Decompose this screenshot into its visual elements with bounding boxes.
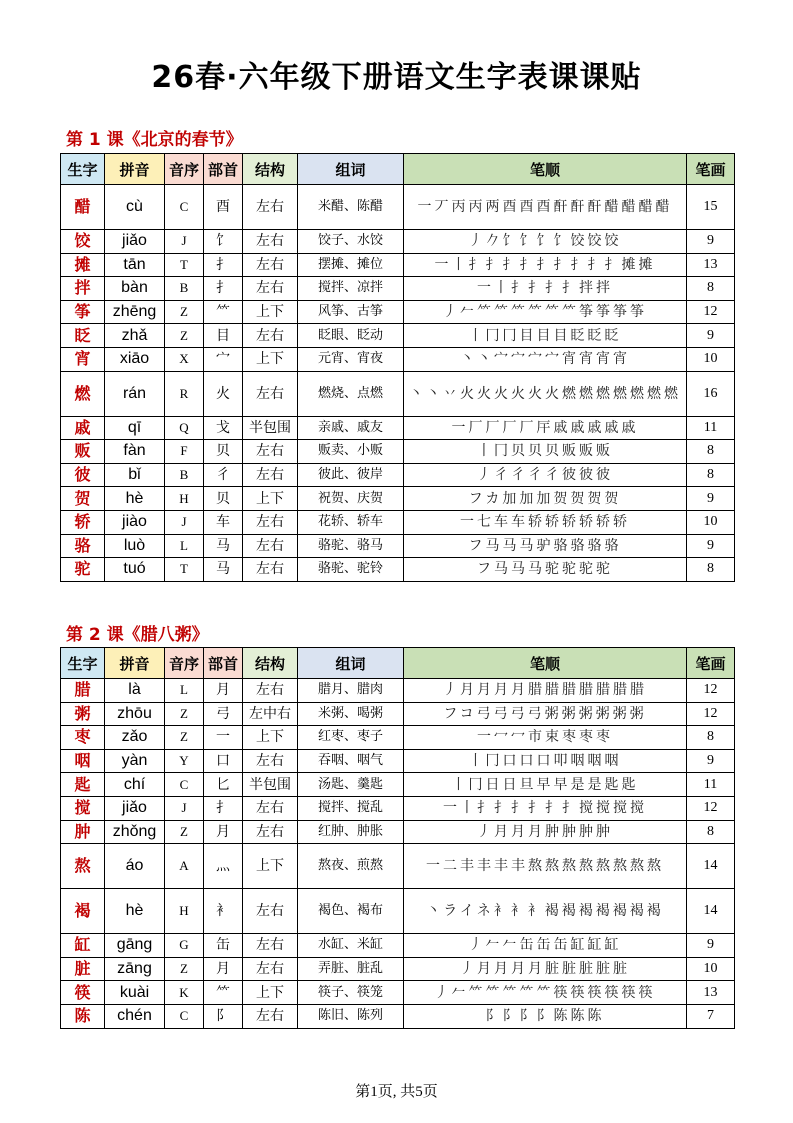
cell-strokes: 丿𠂉𠂉缶缶缶缸缸缸 (404, 934, 687, 958)
cell-radical: 口 (204, 749, 243, 773)
cell-count: 7 (687, 1004, 735, 1028)
cell-count: 13 (687, 253, 735, 277)
cell-strokes: 丶丶丷火火火火火火燃燃燃燃燃燃燃 (404, 371, 687, 416)
cell-order: R (165, 371, 204, 416)
cell-radical: 宀 (204, 347, 243, 371)
cell-order: B (165, 277, 204, 301)
table-row (61, 934, 735, 958)
cell-words: 米粥、喝粥 (298, 702, 404, 726)
cell-count: 11 (687, 416, 735, 440)
cell-order: J (165, 796, 204, 820)
cell-strokes: 丿𠂉⺮⺮⺮⺮⺮筷筷筷筷筷筷 (404, 981, 687, 1005)
cell-char: 贩 (61, 440, 105, 464)
cell-pinyin: zhōu (105, 702, 165, 726)
table-row (61, 510, 735, 534)
cell-radical: 贝 (204, 440, 243, 464)
cell-count: 10 (687, 347, 735, 371)
cell-words: 弄脏、脏乱 (298, 957, 404, 981)
cell-order: Z (165, 324, 204, 348)
cell-structure: 左右 (243, 371, 298, 416)
cell-char: 燃 (61, 371, 105, 416)
cell-strokes: 丶ライネ衤衤衤褐褐褐褐褐褐褐 (404, 889, 687, 934)
cell-words: 褐色、褐布 (298, 889, 404, 934)
cell-pinyin: kuài (105, 981, 165, 1005)
table-row (61, 440, 735, 464)
cell-pinyin: zāng (105, 957, 165, 981)
table-row (61, 230, 735, 254)
cell-strokes: フ马马马驴骆骆骆骆 (404, 534, 687, 558)
cell-strokes: 一丨扌扌扌扌拌拌 (404, 277, 687, 301)
cell-strokes: 丨冂冂目目目眨眨眨 (404, 324, 687, 348)
cell-char: 宵 (61, 347, 105, 371)
cell-count: 14 (687, 889, 735, 934)
table-row (61, 487, 735, 511)
header-structure: 结构 (243, 154, 298, 185)
cell-char: 褐 (61, 889, 105, 934)
cell-radical: 扌 (204, 277, 243, 301)
cell-words: 腊月、腊肉 (298, 679, 404, 703)
cell-count: 16 (687, 371, 735, 416)
cell-strokes: 一丆丙丙两酉酉酉酐酐酐醋醋醋醋 (404, 185, 687, 230)
cell-structure: 左右 (243, 749, 298, 773)
cell-char: 饺 (61, 230, 105, 254)
cell-radical: 月 (204, 820, 243, 844)
cell-words: 搅拌、搅乱 (298, 796, 404, 820)
header-structure: 结构 (243, 648, 298, 679)
cell-char: 摊 (61, 253, 105, 277)
cell-radical: 火 (204, 371, 243, 416)
cell-pinyin: bǐ (105, 463, 165, 487)
cell-strokes: 丿彳彳彳彳彼彼彼 (404, 463, 687, 487)
cell-radical: 缶 (204, 934, 243, 958)
cell-structure: 左右 (243, 679, 298, 703)
cell-char: 筝 (61, 300, 105, 324)
cell-count: 8 (687, 726, 735, 750)
cell-words: 骆驼、驼铃 (298, 558, 404, 582)
cell-strokes: 阝阝阝阝陈陈陈 (404, 1004, 687, 1028)
header-radical: 部首 (204, 648, 243, 679)
cell-radical: 马 (204, 534, 243, 558)
cell-strokes: 丿𠂉⺮⺮⺮⺮⺮⺮筝筝筝筝 (404, 300, 687, 324)
cell-char: 肿 (61, 820, 105, 844)
cell-strokes: フカ加加加贺贺贺贺 (404, 487, 687, 511)
cell-radical: ⺮ (204, 300, 243, 324)
cell-order: C (165, 1004, 204, 1028)
cell-count: 11 (687, 773, 735, 797)
cell-count: 10 (687, 510, 735, 534)
cell-pinyin: zhǒng (105, 820, 165, 844)
cell-structure: 上下 (243, 981, 298, 1005)
table-row (61, 558, 735, 582)
cell-words: 燃烧、点燃 (298, 371, 404, 416)
cell-words: 陈旧、陈列 (298, 1004, 404, 1028)
cell-char: 腊 (61, 679, 105, 703)
cell-order: T (165, 558, 204, 582)
cell-structure: 半包围 (243, 416, 298, 440)
cell-strokes: フ马马马驼驼驼驼 (404, 558, 687, 582)
cell-count: 9 (687, 230, 735, 254)
cell-strokes: 一七车车轿轿轿轿轿轿 (404, 510, 687, 534)
cell-pinyin: yàn (105, 749, 165, 773)
cell-order: Z (165, 957, 204, 981)
cell-strokes: 一厂厂厂厂厈戚戚戚戚戚 (404, 416, 687, 440)
lesson-2-table (60, 647, 735, 1029)
cell-count: 9 (687, 487, 735, 511)
cell-words: 红肿、肿胀 (298, 820, 404, 844)
cell-strokes: 丨冂口口口叩咽咽咽 (404, 749, 687, 773)
cell-strokes: 一丨扌扌扌扌扌扌搅搅搅搅 (404, 796, 687, 820)
cell-structure: 左右 (243, 934, 298, 958)
cell-pinyin: fàn (105, 440, 165, 464)
header-words: 组词 (298, 154, 404, 185)
cell-char: 彼 (61, 463, 105, 487)
header-count: 笔画 (687, 648, 735, 679)
cell-count: 8 (687, 440, 735, 464)
cell-radical: ⺮ (204, 981, 243, 1005)
cell-order: K (165, 981, 204, 1005)
cell-strokes: 丿𠂊饣饣饣饣饺饺饺 (404, 230, 687, 254)
cell-order: L (165, 679, 204, 703)
cell-words: 筷子、筷笼 (298, 981, 404, 1005)
cell-char: 枣 (61, 726, 105, 750)
cell-order: L (165, 534, 204, 558)
cell-structure: 上下 (243, 726, 298, 750)
cell-words: 祝贺、庆贺 (298, 487, 404, 511)
header-order: 音序 (165, 154, 204, 185)
cell-char: 戚 (61, 416, 105, 440)
cell-order: J (165, 510, 204, 534)
cell-char: 贺 (61, 487, 105, 511)
cell-words: 骆驼、骆马 (298, 534, 404, 558)
cell-radical: 扌 (204, 253, 243, 277)
cell-words: 吞咽、咽气 (298, 749, 404, 773)
table-row (61, 324, 735, 348)
cell-structure: 左右 (243, 230, 298, 254)
lesson-1-table (60, 153, 735, 582)
cell-radical: 弓 (204, 702, 243, 726)
cell-pinyin: zǎo (105, 726, 165, 750)
cell-structure: 左右 (243, 510, 298, 534)
cell-structure: 半包围 (243, 773, 298, 797)
cell-words: 风筝、古筝 (298, 300, 404, 324)
cell-char: 筷 (61, 981, 105, 1005)
table-row (61, 1004, 735, 1028)
cell-words: 搅拌、凉拌 (298, 277, 404, 301)
cell-char: 熬 (61, 844, 105, 889)
cell-pinyin: tān (105, 253, 165, 277)
page-footer: 第1页, 共5页 (355, 1084, 438, 1100)
cell-radical: 月 (204, 679, 243, 703)
cell-pinyin: qī (105, 416, 165, 440)
table-row (61, 889, 735, 934)
table-row (61, 749, 735, 773)
cell-strokes: 一丨扌扌扌扌扌扌扌扌扌摊摊 (404, 253, 687, 277)
cell-char: 驼 (61, 558, 105, 582)
cell-words: 元宵、宵夜 (298, 347, 404, 371)
lesson-2-heading: 第 2 课《腊八粥》 (66, 625, 209, 645)
cell-strokes: 丿月月月月腊腊腊腊腊腊腊 (404, 679, 687, 703)
cell-radical: 马 (204, 558, 243, 582)
cell-pinyin: hè (105, 487, 165, 511)
cell-count: 8 (687, 820, 735, 844)
lesson-1-rows (61, 185, 735, 582)
cell-order: J (165, 230, 204, 254)
table-row (61, 371, 735, 416)
cell-structure: 左右 (243, 820, 298, 844)
cell-words: 彼此、彼岸 (298, 463, 404, 487)
table-row (61, 702, 735, 726)
cell-structure: 左右 (243, 253, 298, 277)
cell-radical: 月 (204, 957, 243, 981)
cell-order: Z (165, 820, 204, 844)
cell-order: X (165, 347, 204, 371)
cell-radical: 匕 (204, 773, 243, 797)
cell-char: 骆 (61, 534, 105, 558)
cell-count: 10 (687, 957, 735, 981)
cell-count: 12 (687, 679, 735, 703)
cell-char: 眨 (61, 324, 105, 348)
cell-char: 缸 (61, 934, 105, 958)
cell-pinyin: hè (105, 889, 165, 934)
cell-order: Z (165, 726, 204, 750)
cell-structure: 左右 (243, 534, 298, 558)
cell-structure: 左右 (243, 1004, 298, 1028)
cell-order: A (165, 844, 204, 889)
header-strokes: 笔顺 (404, 154, 687, 185)
cell-radical: 灬 (204, 844, 243, 889)
cell-radical: 车 (204, 510, 243, 534)
table-header-row (61, 648, 735, 679)
cell-count: 12 (687, 796, 735, 820)
cell-count: 8 (687, 558, 735, 582)
cell-order: H (165, 889, 204, 934)
cell-pinyin: zhēng (105, 300, 165, 324)
cell-words: 贩卖、小贩 (298, 440, 404, 464)
cell-radical: 贝 (204, 487, 243, 511)
cell-pinyin: jiào (105, 510, 165, 534)
cell-pinyin: xiāo (105, 347, 165, 371)
cell-order: H (165, 487, 204, 511)
table-header-row (61, 154, 735, 185)
table-row (61, 844, 735, 889)
header-words: 组词 (298, 648, 404, 679)
cell-pinyin: cù (105, 185, 165, 230)
cell-words: 摆摊、摊位 (298, 253, 404, 277)
header-char: 生字 (61, 154, 105, 185)
cell-order: B (165, 463, 204, 487)
table-row (61, 185, 735, 230)
cell-char: 匙 (61, 773, 105, 797)
cell-pinyin: rán (105, 371, 165, 416)
cell-radical: 目 (204, 324, 243, 348)
cell-count: 12 (687, 300, 735, 324)
cell-order: Q (165, 416, 204, 440)
cell-count: 13 (687, 981, 735, 1005)
cell-strokes: 丶丶宀宀宀宀宵宵宵宵 (404, 347, 687, 371)
cell-order: Z (165, 702, 204, 726)
cell-structure: 左右 (243, 796, 298, 820)
header-order: 音序 (165, 648, 204, 679)
cell-structure: 左右 (243, 463, 298, 487)
cell-structure: 上下 (243, 347, 298, 371)
cell-count: 12 (687, 702, 735, 726)
header-strokes: 笔顺 (404, 648, 687, 679)
cell-structure: 左中右 (243, 702, 298, 726)
cell-pinyin: jiǎo (105, 230, 165, 254)
cell-pinyin: gāng (105, 934, 165, 958)
table-row (61, 820, 735, 844)
cell-order: F (165, 440, 204, 464)
cell-words: 熬夜、煎熬 (298, 844, 404, 889)
cell-count: 8 (687, 277, 735, 301)
cell-char: 醋 (61, 185, 105, 230)
lesson-1-heading: 第 1 课《北京的春节》 (66, 130, 243, 150)
cell-words: 眨眼、眨动 (298, 324, 404, 348)
header-pinyin: 拼音 (105, 154, 165, 185)
cell-pinyin: luò (105, 534, 165, 558)
cell-strokes: 一冖冖市束枣枣枣 (404, 726, 687, 750)
header-char: 生字 (61, 648, 105, 679)
cell-structure: 左右 (243, 277, 298, 301)
cell-radical: 一 (204, 726, 243, 750)
cell-words: 米醋、陈醋 (298, 185, 404, 230)
page-title: 26春·六年级下册语文生字表课课贴 (151, 60, 642, 95)
cell-pinyin: là (105, 679, 165, 703)
cell-order: Z (165, 300, 204, 324)
cell-char: 脏 (61, 957, 105, 981)
table-row (61, 773, 735, 797)
cell-words: 汤匙、羹匙 (298, 773, 404, 797)
table-row (61, 534, 735, 558)
cell-radical: 饣 (204, 230, 243, 254)
cell-structure: 上下 (243, 487, 298, 511)
table-row (61, 679, 735, 703)
table-row (61, 463, 735, 487)
cell-count: 9 (687, 934, 735, 958)
table-row (61, 726, 735, 750)
cell-words: 饺子、水饺 (298, 230, 404, 254)
lesson-2-rows (61, 679, 735, 1029)
cell-count: 9 (687, 324, 735, 348)
table-row (61, 253, 735, 277)
cell-pinyin: chí (105, 773, 165, 797)
cell-pinyin: chén (105, 1004, 165, 1028)
header-count: 笔画 (687, 154, 735, 185)
cell-char: 轿 (61, 510, 105, 534)
table-row (61, 300, 735, 324)
cell-words: 花轿、轿车 (298, 510, 404, 534)
cell-char: 咽 (61, 749, 105, 773)
cell-radical: 扌 (204, 796, 243, 820)
cell-pinyin: jiǎo (105, 796, 165, 820)
cell-pinyin: tuó (105, 558, 165, 582)
cell-structure: 左右 (243, 440, 298, 464)
cell-words: 红枣、枣子 (298, 726, 404, 750)
cell-structure: 上下 (243, 844, 298, 889)
cell-char: 陈 (61, 1004, 105, 1028)
table-row (61, 347, 735, 371)
cell-char: 搅 (61, 796, 105, 820)
cell-pinyin: zhǎ (105, 324, 165, 348)
cell-strokes: 丨冂日日旦早早是是匙匙 (404, 773, 687, 797)
header-radical: 部首 (204, 154, 243, 185)
header-pinyin: 拼音 (105, 648, 165, 679)
cell-strokes: 丿月月月肿肿肿肿 (404, 820, 687, 844)
cell-structure: 上下 (243, 300, 298, 324)
table-row (61, 416, 735, 440)
cell-order: C (165, 185, 204, 230)
table-row (61, 796, 735, 820)
cell-pinyin: bàn (105, 277, 165, 301)
cell-words: 亲戚、戚友 (298, 416, 404, 440)
cell-order: G (165, 934, 204, 958)
cell-order: C (165, 773, 204, 797)
cell-structure: 左右 (243, 324, 298, 348)
cell-structure: 左右 (243, 957, 298, 981)
table-row (61, 957, 735, 981)
cell-count: 9 (687, 749, 735, 773)
cell-strokes: 丿月月月月脏脏脏脏脏 (404, 957, 687, 981)
cell-words: 水缸、米缸 (298, 934, 404, 958)
cell-strokes: 丨冂贝贝贝贩贩贩 (404, 440, 687, 464)
cell-radical: 衤 (204, 889, 243, 934)
cell-count: 15 (687, 185, 735, 230)
cell-radical: 彳 (204, 463, 243, 487)
cell-structure: 左右 (243, 889, 298, 934)
cell-count: 8 (687, 463, 735, 487)
cell-structure: 左右 (243, 558, 298, 582)
table-row (61, 277, 735, 301)
cell-count: 9 (687, 534, 735, 558)
cell-strokes: フコ弓弓弓弓粥粥粥粥粥粥 (404, 702, 687, 726)
cell-radical: 酉 (204, 185, 243, 230)
cell-char: 粥 (61, 702, 105, 726)
cell-strokes: 一二丰丰丰丰熬熬熬熬熬熬熬熬 (404, 844, 687, 889)
cell-pinyin: áo (105, 844, 165, 889)
cell-char: 拌 (61, 277, 105, 301)
cell-order: T (165, 253, 204, 277)
cell-order: Y (165, 749, 204, 773)
cell-structure: 左右 (243, 185, 298, 230)
cell-radical: 戈 (204, 416, 243, 440)
table-row (61, 981, 735, 1005)
cell-count: 14 (687, 844, 735, 889)
cell-radical: 阝 (204, 1004, 243, 1028)
